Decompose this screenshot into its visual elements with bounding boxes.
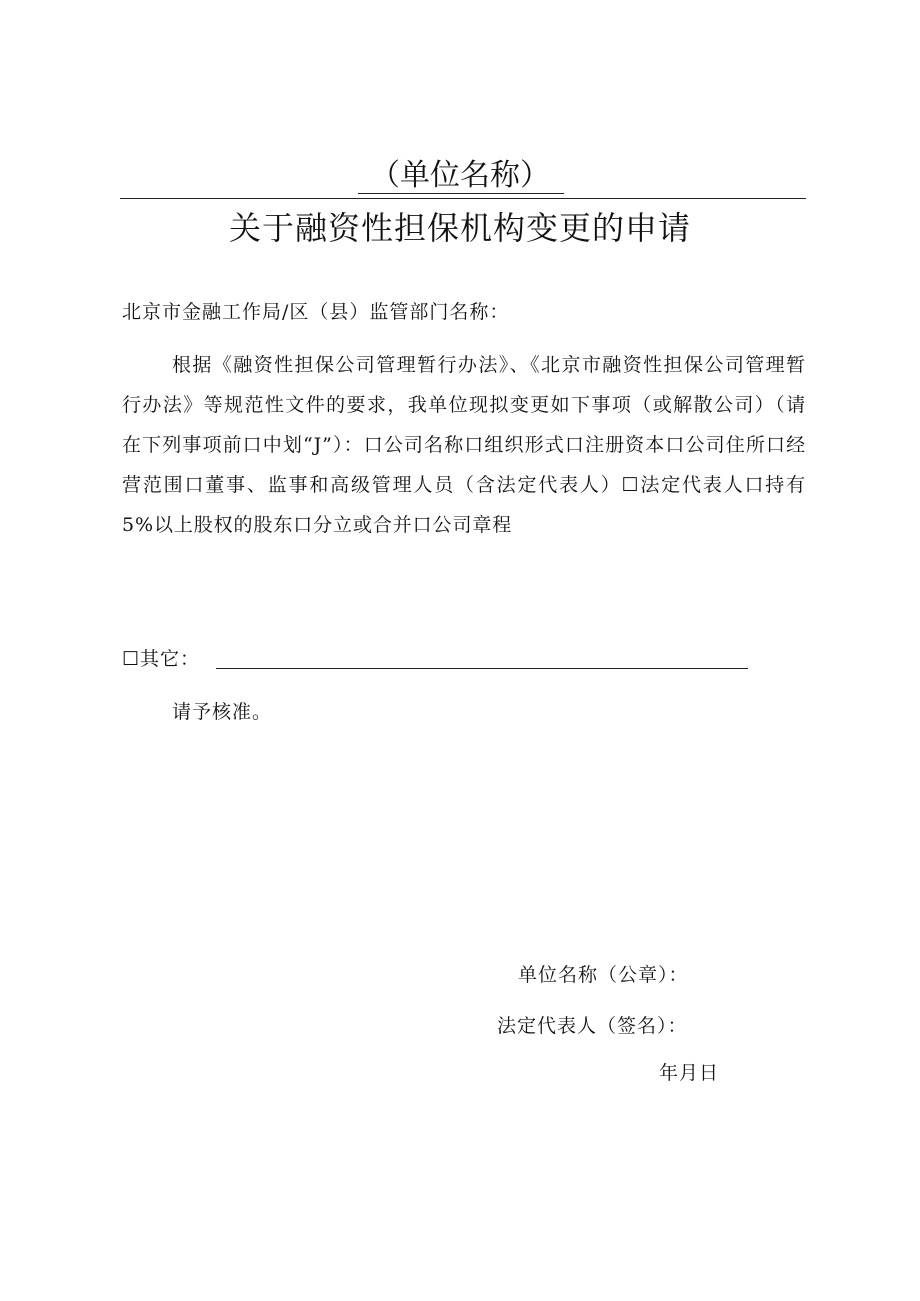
org-name-heading: （单位名称） bbox=[370, 158, 550, 193]
document-title: 关于融资性担保机构变更的申请 bbox=[228, 209, 691, 247]
signature-org-label: 单位名称（公章）： bbox=[518, 964, 689, 986]
body-paragraph: 根据《融资性担保公司管理暂行办法》、《北京市融资性担保公司管理暂行办法》等规范性文件的要求，我单位现拟变更如下事项（或解散公司）（请在下列事项前口中划“J”）：口公司名称口组织形式口注册资本口公司住所口经营范围口董事、监事和高级管理人员（含法定代表人）☐法定代表人口持有 5%以上股权的股东口分立或合并口公司章程 bbox=[122, 354, 806, 536]
other-checkbox-label: ☐其它： bbox=[122, 648, 201, 670]
header-rule bbox=[120, 198, 806, 199]
addressee: 北京市金融工作局/区（县）监管部门名称： bbox=[122, 301, 510, 323]
signature-rep-label: 法定代表人（签名）： bbox=[497, 1015, 688, 1037]
other-fill-line[interactable] bbox=[216, 668, 748, 669]
org-name-underline bbox=[358, 193, 564, 194]
closing-text: 请予核准。 bbox=[172, 701, 273, 723]
signature-date-label: 年月日 bbox=[659, 1062, 720, 1084]
